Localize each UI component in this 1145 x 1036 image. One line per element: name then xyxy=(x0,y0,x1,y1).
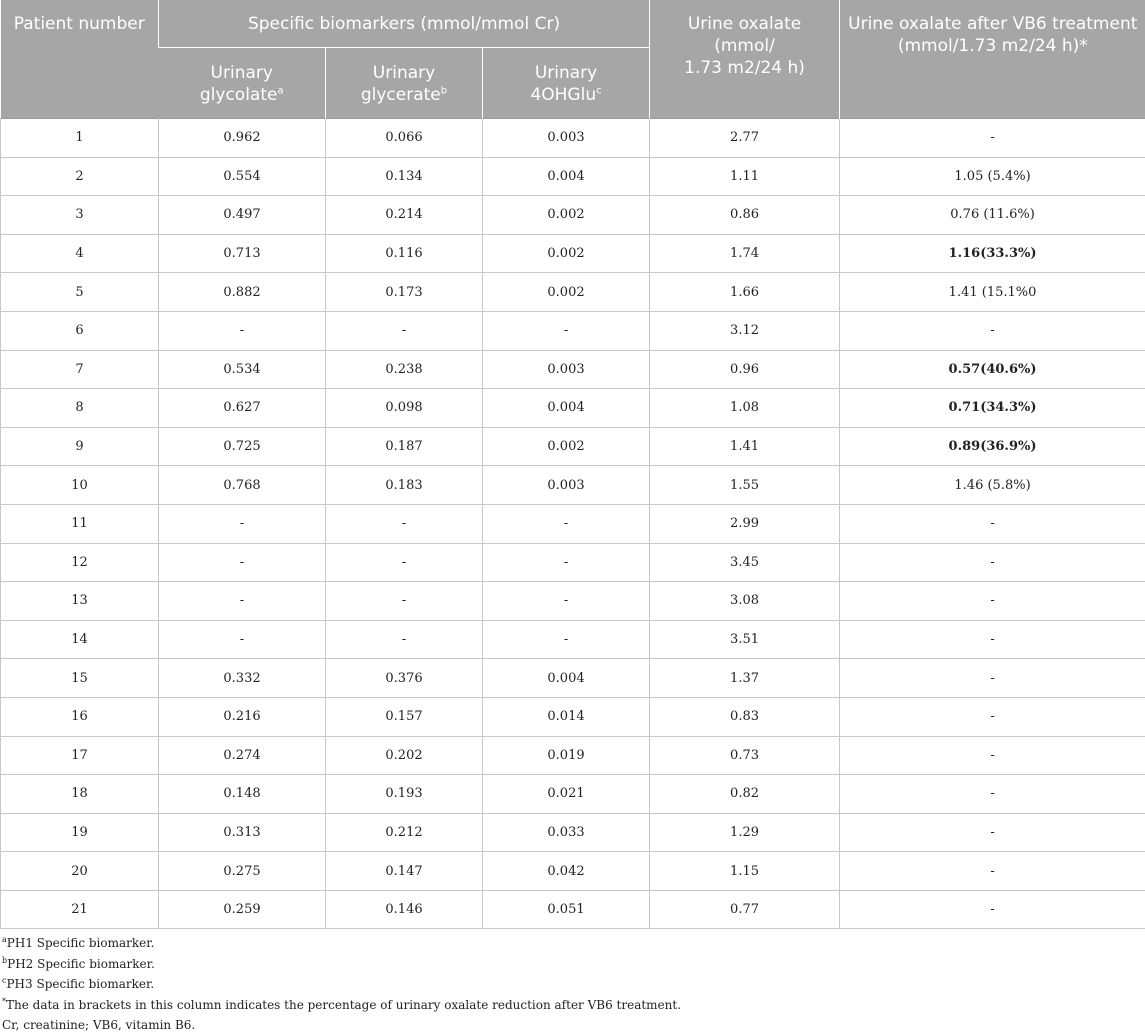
cell-glycerate: - xyxy=(326,311,483,350)
cell-after-vb6: - xyxy=(840,659,1145,698)
table-body xyxy=(1,119,1145,929)
cell-glycolate: 0.275 xyxy=(159,852,326,891)
table-row xyxy=(1,466,1145,505)
cell-oxalate: 1.66 xyxy=(650,273,840,312)
footnote-a xyxy=(2,933,681,954)
cell-4ohglu: 0.042 xyxy=(483,852,650,891)
table-row xyxy=(1,543,1145,582)
cell-glycerate: 0.183 xyxy=(326,466,483,505)
cell-patient: 1 xyxy=(1,119,159,158)
cell-oxalate: 1.15 xyxy=(650,852,840,891)
cell-oxalate: 3.51 xyxy=(650,620,840,659)
cell-glycolate: 0.725 xyxy=(159,427,326,466)
cell-oxalate: 1.37 xyxy=(650,659,840,698)
cell-glycerate: 0.157 xyxy=(326,697,483,736)
table-row xyxy=(1,582,1145,621)
header-urine-oxalate-line3: 1.73 m2/24 h) xyxy=(684,58,805,78)
cell-after-vb6: - xyxy=(840,775,1145,814)
cell-4ohglu: 0.019 xyxy=(483,736,650,775)
header-4ohglu-line1: Urinary xyxy=(535,63,597,83)
cell-oxalate: 1.41 xyxy=(650,427,840,466)
cell-after-vb6: - xyxy=(840,504,1145,543)
header-oxalate-after-vb6 xyxy=(840,0,1145,119)
table-row xyxy=(1,350,1145,389)
cell-4ohglu: 0.002 xyxy=(483,273,650,312)
cell-4ohglu: 0.051 xyxy=(483,890,650,929)
cell-glycolate: - xyxy=(159,582,326,621)
cell-4ohglu: 0.003 xyxy=(483,466,650,505)
table-row xyxy=(1,504,1145,543)
cell-oxalate: 1.29 xyxy=(650,813,840,852)
cell-4ohglu: 0.003 xyxy=(483,350,650,389)
cell-glycerate: 0.238 xyxy=(326,350,483,389)
table-row xyxy=(1,890,1145,929)
cell-4ohglu: 0.004 xyxy=(483,389,650,428)
cell-patient: 6 xyxy=(1,311,159,350)
cell-glycolate: 0.627 xyxy=(159,389,326,428)
table-row xyxy=(1,736,1145,775)
table-header xyxy=(1,0,1145,119)
header-4ohglu-line2: 4OHGlu xyxy=(530,85,596,105)
cell-oxalate: 2.99 xyxy=(650,504,840,543)
cell-glycerate: 0.146 xyxy=(326,890,483,929)
footnote-b-text: PH2 Specific biomarker. xyxy=(7,957,155,971)
cell-patient: 17 xyxy=(1,736,159,775)
header-oxalate-after-line2: (mmol/1.73 m2/24 h)* xyxy=(898,36,1088,56)
cell-patient: 7 xyxy=(1,350,159,389)
cell-patient: 19 xyxy=(1,813,159,852)
cell-after-vb6: 1.41 (15.1%0 xyxy=(840,273,1145,312)
cell-patient: 16 xyxy=(1,697,159,736)
cell-after-vb6: 0.71(34.3%) xyxy=(840,389,1145,428)
footnote-c xyxy=(2,974,681,995)
cell-patient: 8 xyxy=(1,389,159,428)
footnote-a-text: PH1 Specific biomarker. xyxy=(7,936,155,950)
cell-patient: 21 xyxy=(1,890,159,929)
cell-patient: 12 xyxy=(1,543,159,582)
cell-oxalate: 1.08 xyxy=(650,389,840,428)
cell-glycerate: 0.212 xyxy=(326,813,483,852)
table-row xyxy=(1,659,1145,698)
cell-4ohglu: 0.014 xyxy=(483,697,650,736)
cell-glycerate: - xyxy=(326,504,483,543)
cell-glycolate: - xyxy=(159,620,326,659)
cell-glycolate: 0.534 xyxy=(159,350,326,389)
cell-oxalate: 0.82 xyxy=(650,775,840,814)
cell-patient: 20 xyxy=(1,852,159,891)
cell-glycolate: 0.216 xyxy=(159,697,326,736)
cell-glycerate: - xyxy=(326,620,483,659)
footnote-marker-c: c xyxy=(596,85,602,96)
table-row xyxy=(1,119,1145,158)
cell-4ohglu: 0.033 xyxy=(483,813,650,852)
cell-after-vb6: - xyxy=(840,620,1145,659)
table-footnotes xyxy=(2,933,681,1036)
cell-after-vb6: - xyxy=(840,736,1145,775)
table-row xyxy=(1,157,1145,196)
cell-patient: 9 xyxy=(1,427,159,466)
footnote-star xyxy=(2,995,681,1016)
cell-4ohglu: - xyxy=(483,620,650,659)
cell-glycerate: 0.116 xyxy=(326,234,483,273)
table-row xyxy=(1,813,1145,852)
cell-glycerate: - xyxy=(326,582,483,621)
header-glycolate-line1: Urinary xyxy=(211,63,273,83)
table-row xyxy=(1,234,1145,273)
cell-glycolate: 0.497 xyxy=(159,196,326,235)
cell-4ohglu: - xyxy=(483,543,650,582)
cell-patient: 5 xyxy=(1,273,159,312)
cell-oxalate: 3.12 xyxy=(650,311,840,350)
cell-glycerate: 0.066 xyxy=(326,119,483,158)
footnote-marker-b: b xyxy=(441,85,447,96)
header-patient-number: Patient number xyxy=(1,0,159,119)
cell-after-vb6: 1.46 (5.8%) xyxy=(840,466,1145,505)
cell-patient: 14 xyxy=(1,620,159,659)
header-urinary-4ohglu xyxy=(483,48,650,119)
cell-glycerate: 0.134 xyxy=(326,157,483,196)
cell-oxalate: 3.08 xyxy=(650,582,840,621)
header-glycolate-line2: glycolate xyxy=(200,85,278,105)
cell-glycolate: 0.259 xyxy=(159,890,326,929)
cell-after-vb6: 0.57(40.6%) xyxy=(840,350,1145,389)
cell-patient: 4 xyxy=(1,234,159,273)
header-oxalate-after-line1: Urine oxalate after VB6 treatment xyxy=(848,14,1137,34)
table-row xyxy=(1,273,1145,312)
cell-glycerate: 0.214 xyxy=(326,196,483,235)
cell-oxalate: 3.45 xyxy=(650,543,840,582)
table-row xyxy=(1,697,1145,736)
cell-oxalate: 1.11 xyxy=(650,157,840,196)
cell-patient: 15 xyxy=(1,659,159,698)
cell-glycolate: 0.313 xyxy=(159,813,326,852)
table-row xyxy=(1,427,1145,466)
cell-after-vb6: - xyxy=(840,311,1145,350)
cell-after-vb6: 0.76 (11.6%) xyxy=(840,196,1145,235)
header-glycerate-line1: Urinary xyxy=(373,63,435,83)
cell-glycolate: 0.554 xyxy=(159,157,326,196)
table-row xyxy=(1,389,1145,428)
cell-glycerate: 0.193 xyxy=(326,775,483,814)
cell-glycolate: 0.882 xyxy=(159,273,326,312)
cell-glycerate: 0.376 xyxy=(326,659,483,698)
cell-patient: 2 xyxy=(1,157,159,196)
cell-4ohglu: - xyxy=(483,504,650,543)
cell-after-vb6: - xyxy=(840,890,1145,929)
cell-glycolate: - xyxy=(159,311,326,350)
header-urine-oxalate xyxy=(650,0,840,119)
cell-patient: 10 xyxy=(1,466,159,505)
cell-after-vb6: - xyxy=(840,813,1145,852)
cell-oxalate: 2.77 xyxy=(650,119,840,158)
cell-4ohglu: 0.004 xyxy=(483,157,650,196)
cell-oxalate: 0.86 xyxy=(650,196,840,235)
cell-after-vb6: - xyxy=(840,582,1145,621)
cell-glycolate: 0.148 xyxy=(159,775,326,814)
cell-oxalate: 0.83 xyxy=(650,697,840,736)
cell-after-vb6: 0.89(36.9%) xyxy=(840,427,1145,466)
footnote-a-mark: a xyxy=(2,935,7,944)
footnote-abbreviations: Cr, creatinine; VB6, vitamin B6. xyxy=(2,1015,681,1036)
cell-glycerate: 0.147 xyxy=(326,852,483,891)
cell-patient: 13 xyxy=(1,582,159,621)
header-specific-biomarkers: Specific biomarkers (mmol/mmol Cr) xyxy=(159,0,650,48)
header-urinary-glycolate xyxy=(159,48,326,119)
header-glycerate-line2: glycerate xyxy=(361,85,441,105)
cell-oxalate: 1.74 xyxy=(650,234,840,273)
cell-glycerate: 0.098 xyxy=(326,389,483,428)
cell-after-vb6: - xyxy=(840,119,1145,158)
cell-4ohglu: 0.003 xyxy=(483,119,650,158)
cell-patient: 11 xyxy=(1,504,159,543)
cell-glycerate: - xyxy=(326,543,483,582)
footnote-marker-a: a xyxy=(277,85,283,96)
cell-4ohglu: 0.002 xyxy=(483,427,650,466)
cell-4ohglu: - xyxy=(483,311,650,350)
footnote-star-text: The data in brackets in this column indicates the percentage of urinary oxalate reduction after VB6 treatment. xyxy=(6,998,681,1012)
cell-glycolate: 0.332 xyxy=(159,659,326,698)
cell-glycolate: 0.768 xyxy=(159,466,326,505)
cell-glycerate: 0.173 xyxy=(326,273,483,312)
table-row xyxy=(1,196,1145,235)
cell-glycolate: 0.713 xyxy=(159,234,326,273)
header-urine-oxalate-line2: (mmol/ xyxy=(714,36,775,56)
cell-after-vb6: 1.05 (5.4%) xyxy=(840,157,1145,196)
table-row xyxy=(1,311,1145,350)
cell-4ohglu: 0.021 xyxy=(483,775,650,814)
cell-glycolate: 0.962 xyxy=(159,119,326,158)
cell-after-vb6: 1.16(33.3%) xyxy=(840,234,1145,273)
cell-4ohglu: 0.002 xyxy=(483,234,650,273)
cell-after-vb6: - xyxy=(840,543,1145,582)
cell-4ohglu: 0.002 xyxy=(483,196,650,235)
cell-4ohglu: 0.004 xyxy=(483,659,650,698)
cell-patient: 18 xyxy=(1,775,159,814)
cell-glycerate: 0.202 xyxy=(326,736,483,775)
footnote-c-mark: c xyxy=(2,976,6,985)
cell-glycolate: 0.274 xyxy=(159,736,326,775)
footnote-b xyxy=(2,954,681,975)
header-urine-oxalate-line1: Urine oxalate xyxy=(688,14,801,34)
cell-patient: 3 xyxy=(1,196,159,235)
cell-after-vb6: - xyxy=(840,852,1145,891)
cell-glycolate: - xyxy=(159,543,326,582)
cell-after-vb6: - xyxy=(840,697,1145,736)
cell-glycerate: 0.187 xyxy=(326,427,483,466)
cell-oxalate: 0.77 xyxy=(650,890,840,929)
footnote-star-mark: * xyxy=(2,997,6,1006)
table-row xyxy=(1,775,1145,814)
table-row xyxy=(1,852,1145,891)
cell-glycolate: - xyxy=(159,504,326,543)
footnote-c-text: PH3 Specific biomarker. xyxy=(6,977,154,991)
cell-oxalate: 0.96 xyxy=(650,350,840,389)
cell-oxalate: 1.55 xyxy=(650,466,840,505)
footnote-b-mark: b xyxy=(2,956,7,965)
cell-oxalate: 0.73 xyxy=(650,736,840,775)
table-row xyxy=(1,620,1145,659)
header-urinary-glycerate xyxy=(326,48,483,119)
cell-4ohglu: - xyxy=(483,582,650,621)
